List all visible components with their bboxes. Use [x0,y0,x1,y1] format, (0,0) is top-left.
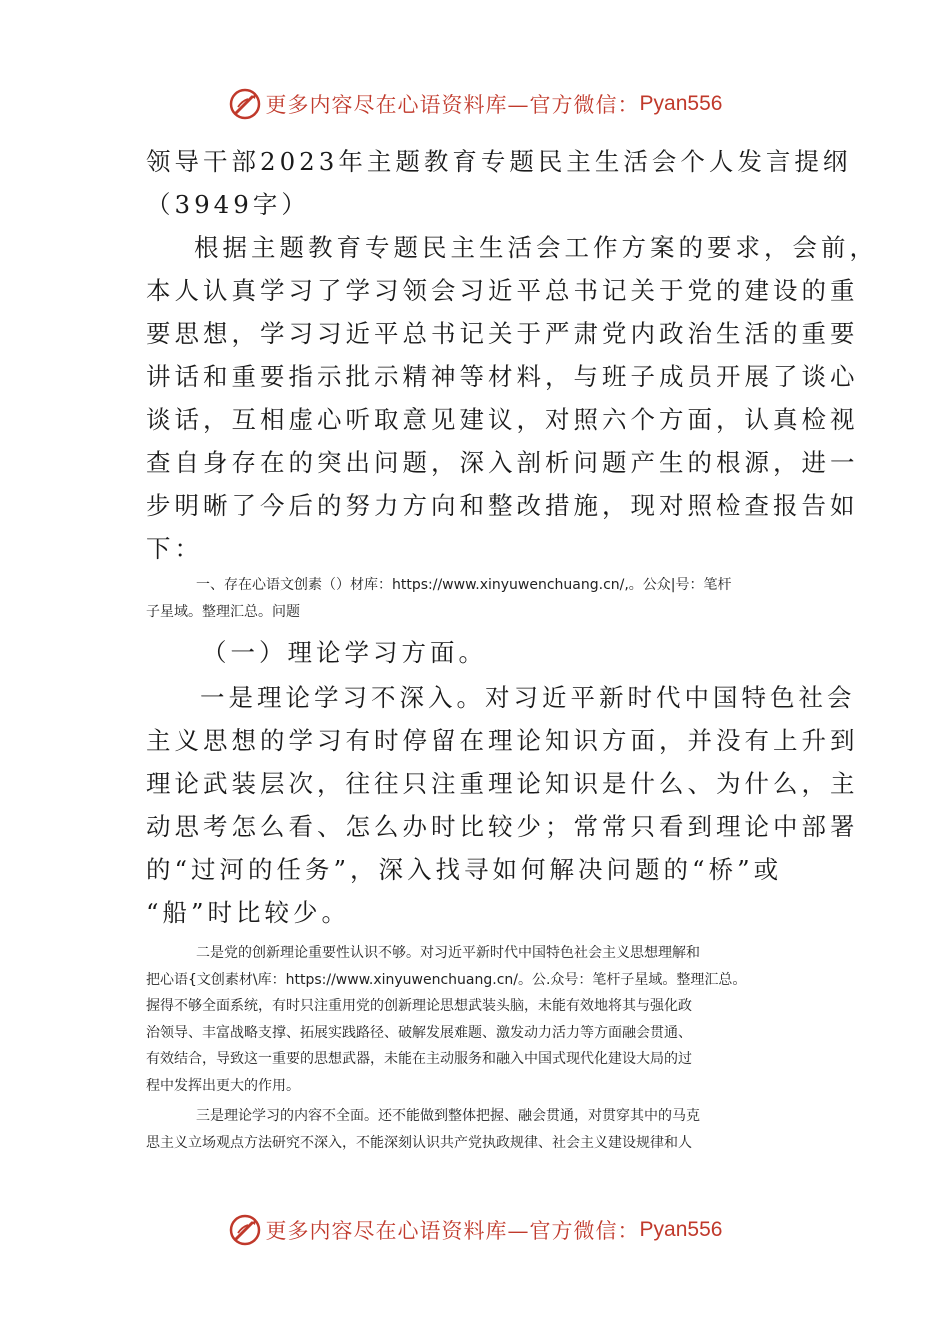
para2-line: 有效结合，导致这一重要的思想武器，未能在主动服务和融入中国式现代化建设大局的过 [146,1051,692,1067]
intro-line: 根据主题教育专题民主生活会工作方案的要求，会前， [194,233,878,262]
para-line: 的“过河的任务”，深入找寻如何解决问题的“桥”或 [146,855,783,884]
intro-line: 讲话和重要指示批示精神等材料，与班子成员开展了谈心 [146,362,859,391]
paragraph-2 [146,940,836,1099]
intro-paragraph [146,226,878,570]
section-heading-1 [146,572,836,625]
subsection-heading: （一）理论学习方面。 [202,638,487,667]
paragraph-3 [146,1103,836,1156]
para2-line: 把心语{文创素材\库：https://www.xinyuwenchuang.cn/。公.众号：笔杆子星域。整理汇总。 [146,971,747,988]
intro-line: 查自身存在的突出问题，深入剖析问题产生的根源，进一 [146,448,859,477]
header-banner [0,84,950,124]
para-line: 主义思想的学习有时停留在理论知识方面，并没有上升到 [146,726,859,755]
intro-line: 谈话，互相虚心听取意见建议，对照六个方面，认真检视 [146,405,859,434]
pen-logo-icon [228,1213,262,1247]
para2-line: 程中发挥出更大的作用。 [146,1077,300,1094]
theory-paragraph [146,676,859,934]
para3-line: 思主义立场观点方法研究不深入，不能深刻认识共产党执政规律、社会主义建设规律和人 [146,1134,692,1151]
section-line: 子星域。整理汇总。问题 [146,603,300,620]
intro-line: 要思想，学习习近平总书记关于严肃党内政治生活的重要 [146,319,859,348]
document-body [146,140,878,1156]
intro-line: 步明晰了今后的努力方向和整改措施，现对照检查报告如 [146,491,859,520]
footer-banner [0,1210,950,1250]
para2-line: 治领导、丰富战略支撑、拓展实践路径、破解发展难题、激发动力活力等方面融会贯通、 [146,1024,692,1041]
para-line: 一是理论学习不深入。对习近平新时代中国特色社会 [200,683,856,712]
para2-line: 二是党的创新理论重要性认识不够。对习近平新时代中国特色社会主义思想理解和 [196,945,700,961]
doc-title-line1: 领导干部2023年主题教育专题民主生活会个人发言提纲 [146,147,852,176]
para-line: 理论武装层次，往往只注重理论知识是什么、为什么，主 [146,769,859,798]
section-line: 一、存在心语文创素（）材库：https://www.xinyuwenchuang.cn/,。公众|号：笔杆 [196,577,732,593]
para3-line: 三是理论学习的内容不全面。还不能做到整体把握、融会贯通，对贯穿其中的马克 [196,1108,700,1124]
para-line: 动思考怎么看、怎么办时比较少；常常只看到理论中部署 [146,812,859,841]
banner-wechat-id: Pyan556 [639,1218,723,1241]
banner-text: 更多内容尽在心语资料库—官方微信： [265,1219,640,1243]
intro-line: 本人认真学习了学习领会习近平总书记关于党的建设的重 [146,276,859,305]
para-line: “船”时比较少。 [146,898,351,927]
pen-logo-icon [228,87,262,121]
intro-line: 下： [146,534,203,563]
para2-line: 握得不够全面系统，有时只注重用党的创新理论思想武装头脑，未能有效地将其与强化政 [146,998,692,1014]
doc-title-line2: （3949字） [146,190,310,219]
banner-text: 更多内容尽在心语资料库—官方微信： [265,93,640,117]
banner-wechat-id: Pyan556 [639,92,723,115]
